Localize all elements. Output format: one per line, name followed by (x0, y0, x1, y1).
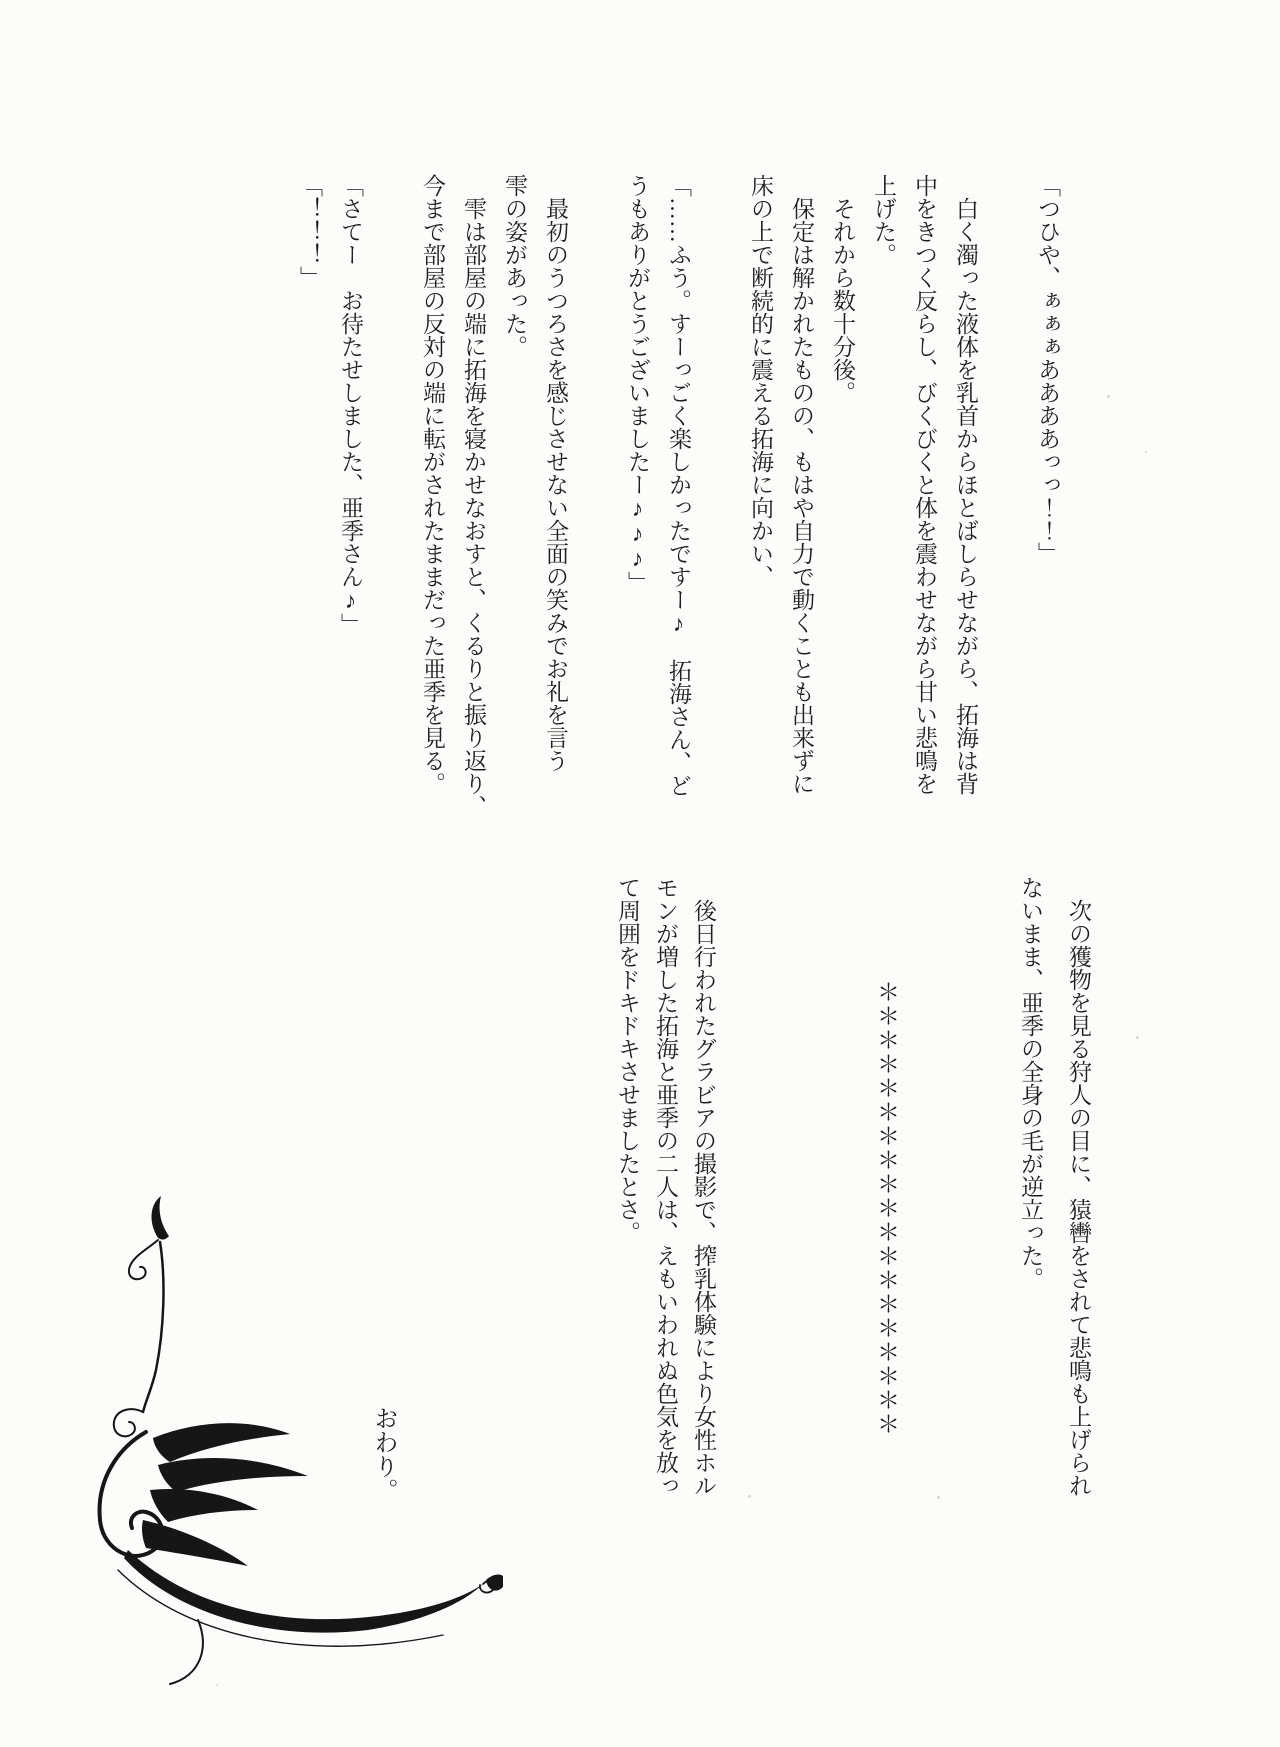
text-column: 床の上で断続的に震える拓海に向かい、 (748, 174, 773, 588)
text-column: うもありがとうございましたー♪♪♪」 (625, 174, 650, 594)
text-column: 次の獲物を見る狩人の目に、猿轡をされて悲鳴も上げられ (1066, 876, 1091, 1497)
lower-left-text-block (608, 876, 722, 1497)
text-column: 後日行われたグラビアの撮影で、搾乳体験により女性ホル (691, 876, 716, 1497)
ending-label: おわり。 (370, 1406, 396, 1502)
text-column: 白く濁った液体を乳首からほとばしらせながら、拓海は背 (953, 174, 978, 795)
text-column: 「！！！」 (297, 174, 322, 289)
upper-text-block (289, 174, 1068, 818)
scan-speck (1107, 395, 1110, 398)
scan-speck (1145, 451, 1147, 453)
asterisk-divider: ＊＊＊＊＊＊＊＊＊＊＊＊＊＊＊＊＊＊＊ (874, 980, 899, 1436)
text-column: 今まで部屋の反対の端に転がされたままだった亜季を見る。 (420, 174, 445, 795)
text-column (986, 174, 1027, 818)
text-column: 上げた。 (871, 174, 896, 266)
text-column (699, 174, 740, 818)
corner-flourish-ornament (58, 1180, 503, 1700)
text-column (576, 174, 617, 818)
text-column: て周囲をドキドキさせましたとさ。 (615, 876, 640, 1244)
scan-speck (937, 1496, 940, 1499)
text-column (371, 174, 412, 818)
text-column: ないまま、亜季の全身の毛が逆立った。 (1018, 876, 1043, 1290)
text-column: 「つひや、ぁぁぁああああっっ！！」 (1035, 174, 1060, 565)
text-column: モンが増した拓海と亜季の二人は、えもいわれぬ色気を放っ (653, 876, 678, 1497)
scan-speck (748, 1495, 751, 1498)
scan-speck (1136, 1036, 1139, 1039)
text-column: 「……ふう。すーっごく楽しかったですー♪ 拓海さん、ど (666, 174, 691, 797)
text-column: それから数十分後。 (830, 174, 855, 404)
text-column: 雫は部屋の端に拓海を寝かせなおすと、くるりと振り返り、 (461, 174, 486, 818)
text-column: 中をきつく反らし、びくびくと体を震わせながら甘い悲鳴を (912, 174, 937, 795)
text-column: 保定は解かれたものの、もはや自力で動くことも出来ずに (789, 174, 814, 795)
text-column: 「さてー お待たせしました、亜季さん♪」 (338, 174, 363, 636)
scan-speck (216, 1684, 218, 1686)
text-column: 雫の姿があった。 (502, 174, 527, 358)
text-column: 最初のうつろさを感じさせない全面の笑みでお礼を言う (543, 174, 568, 772)
lower-right-text-block (1006, 876, 1102, 1497)
